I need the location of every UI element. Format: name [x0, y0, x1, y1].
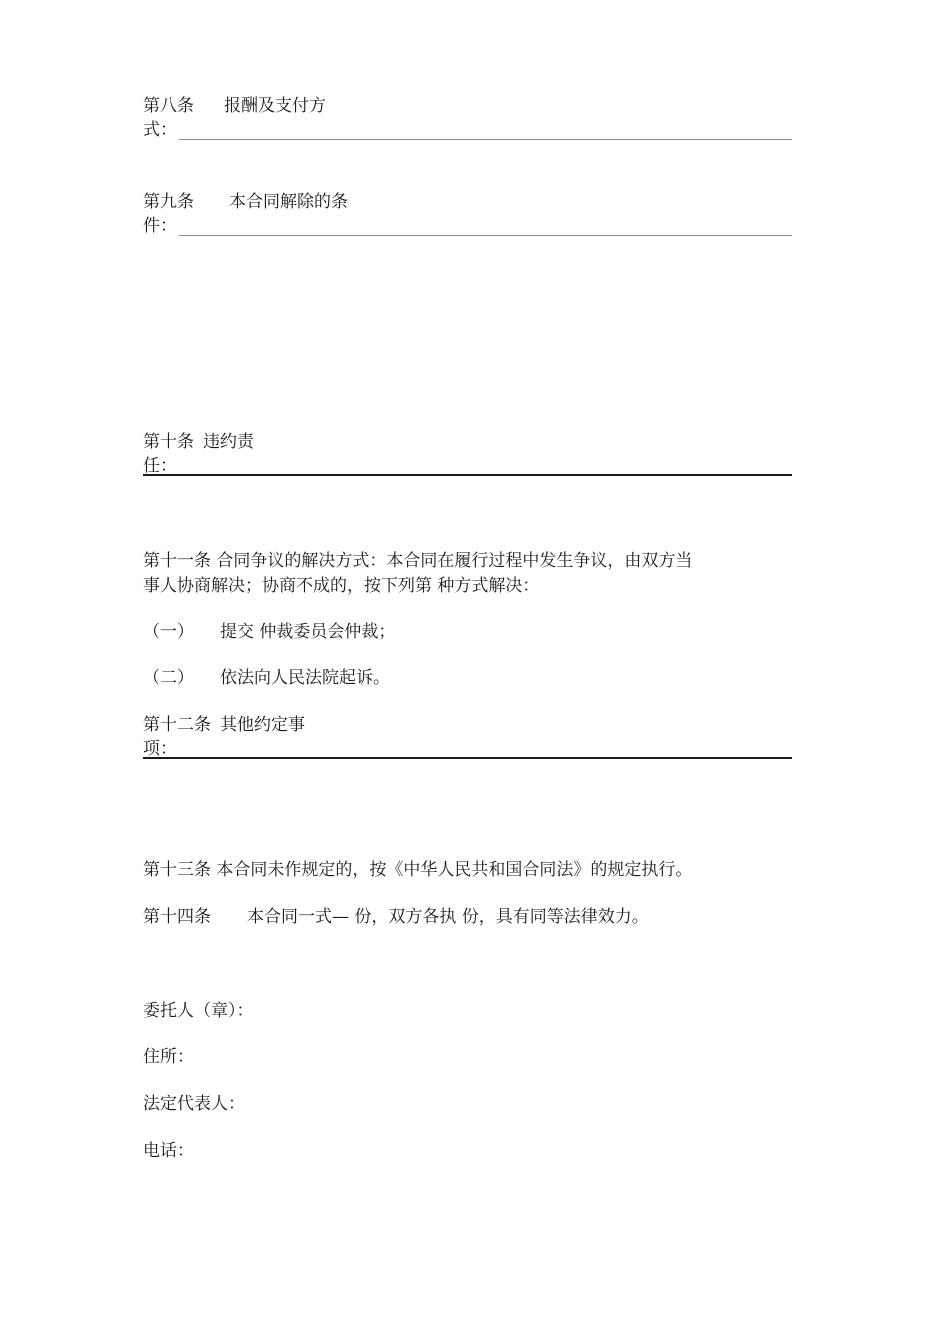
- article-9-tail: 件：: [143, 216, 177, 236]
- article-9: [143, 190, 792, 238]
- article-13: 第十三条 本合同未作规定的，按《中华人民共和国合同法》的规定执行。: [143, 860, 693, 880]
- article-11-option-1: [143, 620, 395, 644]
- article-8-title: 报酬及支付方: [224, 96, 326, 116]
- article-8-head: 第八条: [143, 96, 194, 116]
- article-10: [143, 430, 792, 478]
- article-9-blank-line[interactable]: [179, 235, 792, 236]
- article-8-blank-line[interactable]: [179, 139, 792, 140]
- article-10-head: 第十条: [143, 432, 194, 452]
- article-11-line-1: 第十一条 合同争议的解决方式：本合同在履行过程中发生争议，由双方当: [143, 551, 693, 571]
- article-11-line-2: 事人协商解决；协商不成的，按下列第 种方式解决：: [143, 576, 540, 596]
- article-8: [143, 94, 792, 142]
- principal-seal: 委托人（章）：: [143, 1001, 254, 1021]
- article-9-title: 本合同解除的条: [229, 192, 348, 212]
- article-10-title: 违约责: [203, 432, 254, 452]
- article-14-text: 本合同一式— 份，双方各执 份，具有同等法律效力。: [247, 907, 649, 927]
- article-10-tail: 任：: [143, 456, 177, 476]
- option-1-text: 提交 仲裁委员会仲裁；: [220, 622, 396, 642]
- article-9-head: 第九条: [143, 192, 194, 212]
- article-8-tail: 式：: [143, 120, 177, 140]
- article-12-tail: 项：: [143, 739, 177, 759]
- option-1-number: （一）: [143, 622, 194, 642]
- article-10-blank-line[interactable]: [143, 474, 792, 476]
- article-14: [143, 905, 649, 929]
- article-14-head: 第十四条: [143, 907, 211, 927]
- option-2-text: 依法向人民法院起诉。: [220, 668, 390, 688]
- article-12-head: 第十二条: [143, 715, 211, 735]
- legal-representative: 法定代表人：: [143, 1094, 245, 1114]
- principal-address: 住所：: [143, 1047, 194, 1067]
- phone: 电话：: [143, 1141, 194, 1161]
- article-12-title: 其他约定事: [220, 715, 305, 735]
- option-2-number: （二）: [143, 668, 194, 688]
- article-12: [143, 713, 792, 761]
- article-11-option-2: [143, 666, 390, 690]
- article-12-blank-line[interactable]: [143, 757, 792, 759]
